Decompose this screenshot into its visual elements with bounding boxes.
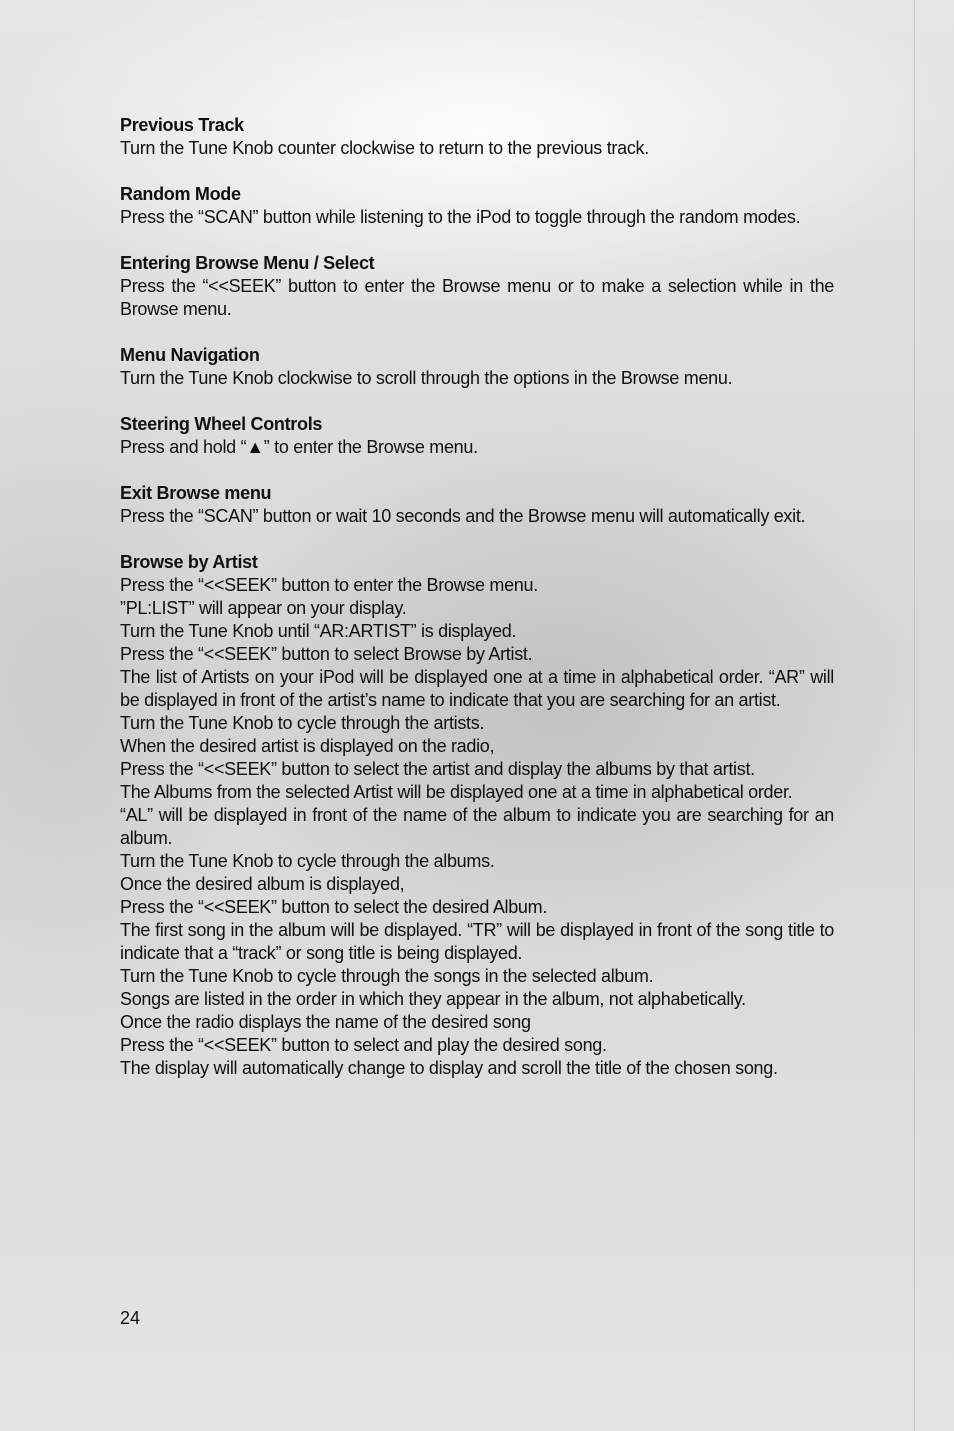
section-paragraph: Press the “<<SEEK” button to select the artist and display the albums by that artist. bbox=[120, 759, 755, 779]
section-paragraph: When the desired artist is displayed on the radio, bbox=[120, 736, 495, 756]
section-paragraph: Press the “<<SEEK” button to enter the Browse menu or to make a selection while in the Browse menu. bbox=[120, 276, 834, 319]
section-paragraph: Once the desired album is displayed, bbox=[120, 874, 405, 894]
section-heading: Steering Wheel Controls bbox=[120, 414, 323, 434]
page-edge-rule bbox=[914, 0, 915, 1431]
section-paragraph: Turn the Tune Knob to cycle through the artists. bbox=[120, 713, 485, 733]
page-content bbox=[120, 114, 834, 1103]
section bbox=[120, 252, 834, 321]
section-heading: Previous Track bbox=[120, 115, 244, 135]
section bbox=[120, 344, 834, 390]
section-paragraph: ”PL:LIST” will appear on your display. bbox=[120, 598, 407, 618]
section-paragraph: Turn the Tune Knob counter clockwise to return to the previous track. bbox=[120, 138, 649, 158]
section-paragraph: Press the “<<SEEK” button to enter the Browse menu. bbox=[120, 575, 538, 595]
section-paragraph: The display will automatically change to display and scroll the title of the chosen song. bbox=[120, 1058, 778, 1078]
section-paragraph: The list of Artists on your iPod will be displayed one at a time in alphabetical order. “AR” will be displayed in front of the artist’s name to indicate that you are searching for an artist. bbox=[120, 667, 834, 710]
section-heading: Browse by Artist bbox=[120, 552, 258, 572]
section-heading: Menu Navigation bbox=[120, 345, 260, 365]
section-paragraph: Turn the Tune Knob to cycle through the albums. bbox=[120, 851, 495, 871]
section-paragraph: The Albums from the selected Artist will be displayed one at a time in alphabetical order. bbox=[120, 782, 793, 802]
section-heading: Exit Browse menu bbox=[120, 483, 272, 503]
section bbox=[120, 413, 834, 459]
section-paragraph: Press the “<<SEEK” button to select and play the desired song. bbox=[120, 1035, 607, 1055]
section-paragraph: Press the “SCAN” button or wait 10 seconds and the Browse menu will automatically exit. bbox=[120, 506, 806, 526]
page-number: 24 bbox=[120, 1308, 141, 1328]
section-heading: Random Mode bbox=[120, 184, 241, 204]
section-paragraph: Turn the Tune Knob to cycle through the songs in the selected album. bbox=[120, 966, 654, 986]
section-paragraph: Once the radio displays the name of the desired song bbox=[120, 1012, 531, 1032]
section-paragraph: Press and hold “▲” to enter the Browse menu. bbox=[120, 437, 478, 457]
section-paragraph: Press the “SCAN” button while listening to the iPod to toggle through the random modes. bbox=[120, 207, 801, 227]
section-paragraph: Turn the Tune Knob until “AR:ARTIST” is displayed. bbox=[120, 621, 517, 641]
section-heading: Entering Browse Menu / Select bbox=[120, 253, 375, 273]
section bbox=[120, 114, 834, 160]
section-paragraph: Press the “<<SEEK” button to select Browse by Artist. bbox=[120, 644, 533, 664]
section-paragraph: Songs are listed in the order in which they appear in the album, not alphabetically. bbox=[120, 989, 746, 1009]
section bbox=[120, 482, 834, 528]
section-paragraph: Turn the Tune Knob clockwise to scroll through the options in the Browse menu. bbox=[120, 368, 733, 388]
section-paragraph: The first song in the album will be displayed. “TR” will be displayed in front of the song title to indicate that a “track” or song title is being displayed. bbox=[120, 920, 834, 963]
section-paragraph: “AL” will be displayed in front of the name of the album to indicate you are searching for an album. bbox=[120, 805, 834, 848]
section bbox=[120, 183, 834, 229]
section bbox=[120, 551, 834, 1080]
section-paragraph: Press the “<<SEEK” button to select the desired Album. bbox=[120, 897, 548, 917]
